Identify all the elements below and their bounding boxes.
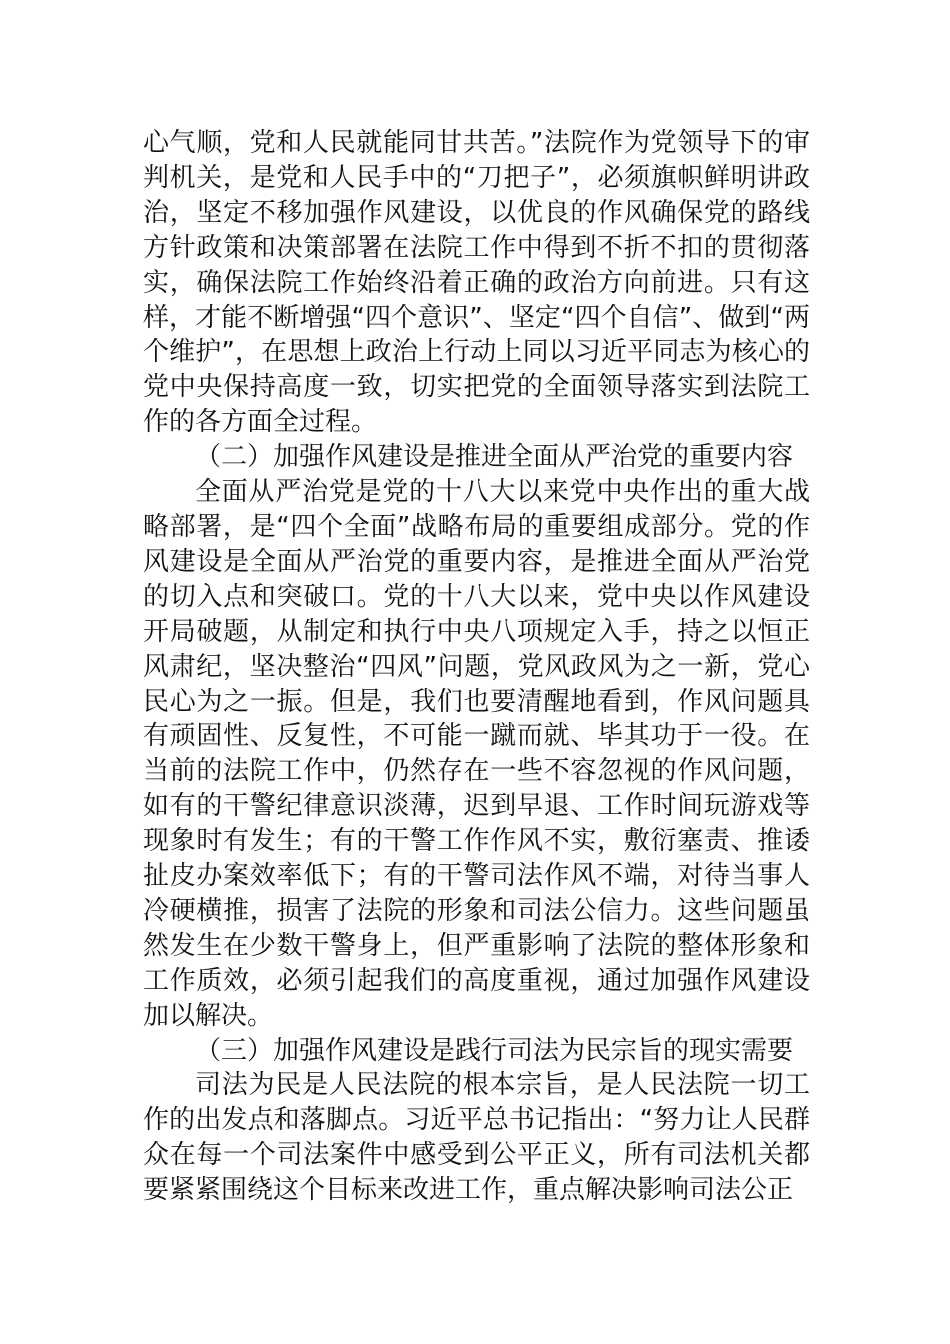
body-paragraph-1: 心气顺，党和人民就能同甘共苦。”法院作为党领导下的审判机关，是党和人民手中的“刀把子”，必须旗帜鲜明讲政治，坚定不移加强作风建设，以优良的作风确保党的路线方针政策和决策部署在法院工作中得到不折不扣的贯彻落实，确保法院工作始终沿着正确的政治方向前进。只有这样，才能不断增强“四个意识”、坚定“四个自信”、做到“两个维护”，在思想上政治上行动上同以习近平同志为核心的党中央保持高度一致，切实把党的全面领导落实到法院工作的各方面全过程。 — [143, 128, 810, 438]
document-page — [143, 126, 810, 1208]
body-paragraph-3: 司法为民是人民法院的根本宗旨，是人民法院一切工作的出发点和落脚点。习近平总书记指出：“努力让人民群众在每一个司法案件中感受到公平正义，所有司法机关都要紧紧围绕这个目标来改进工作，重点解决影响司法公正 — [143, 1070, 810, 1206]
section-heading-2: （二）加强作风建设是推进全面从严治党的重要内容 — [195, 442, 794, 473]
body-paragraph-2: 全面从严治党是党的十八大以来党中央作出的重大战略部署，是“四个全面”战略布局的重要组成部分。党的作风建设是全面从严治党的重要内容，是推进全面从严治党的切入点和突破口。党的十八大以来，党中央以作风建设开局破题，从制定和执行中央八项规定入手，持之以恒正风肃纪，坚决整治“四风”问题，党风政风为之一新，党心民心为之一振。但是，我们也要清醒地看到，作风问题具有顽固性、反复性，不可能一蹴而就、毕其功于一役。在当前的法院工作中，仍然存在一些不容忽视的作风问题，如有的干警纪律意识淡薄，迟到早退、工作时间玩游戏等现象时有发生；有的干警工作作风不实，敷衍塞责、推诿扯皮办案效率低下；有的干警司法作风不端，对待当事人冷硬横推，损害了法院的形象和司法公信力。这些问题虽然发生在少数干警身上，但严重影响了法院的整体形象和工作质效，必须引起我们的高度重视，通过加强作风建设加以解决。 — [143, 477, 810, 1031]
section-heading-3: （三）加强作风建设是践行司法为民宗旨的现实需要 — [195, 1035, 794, 1066]
